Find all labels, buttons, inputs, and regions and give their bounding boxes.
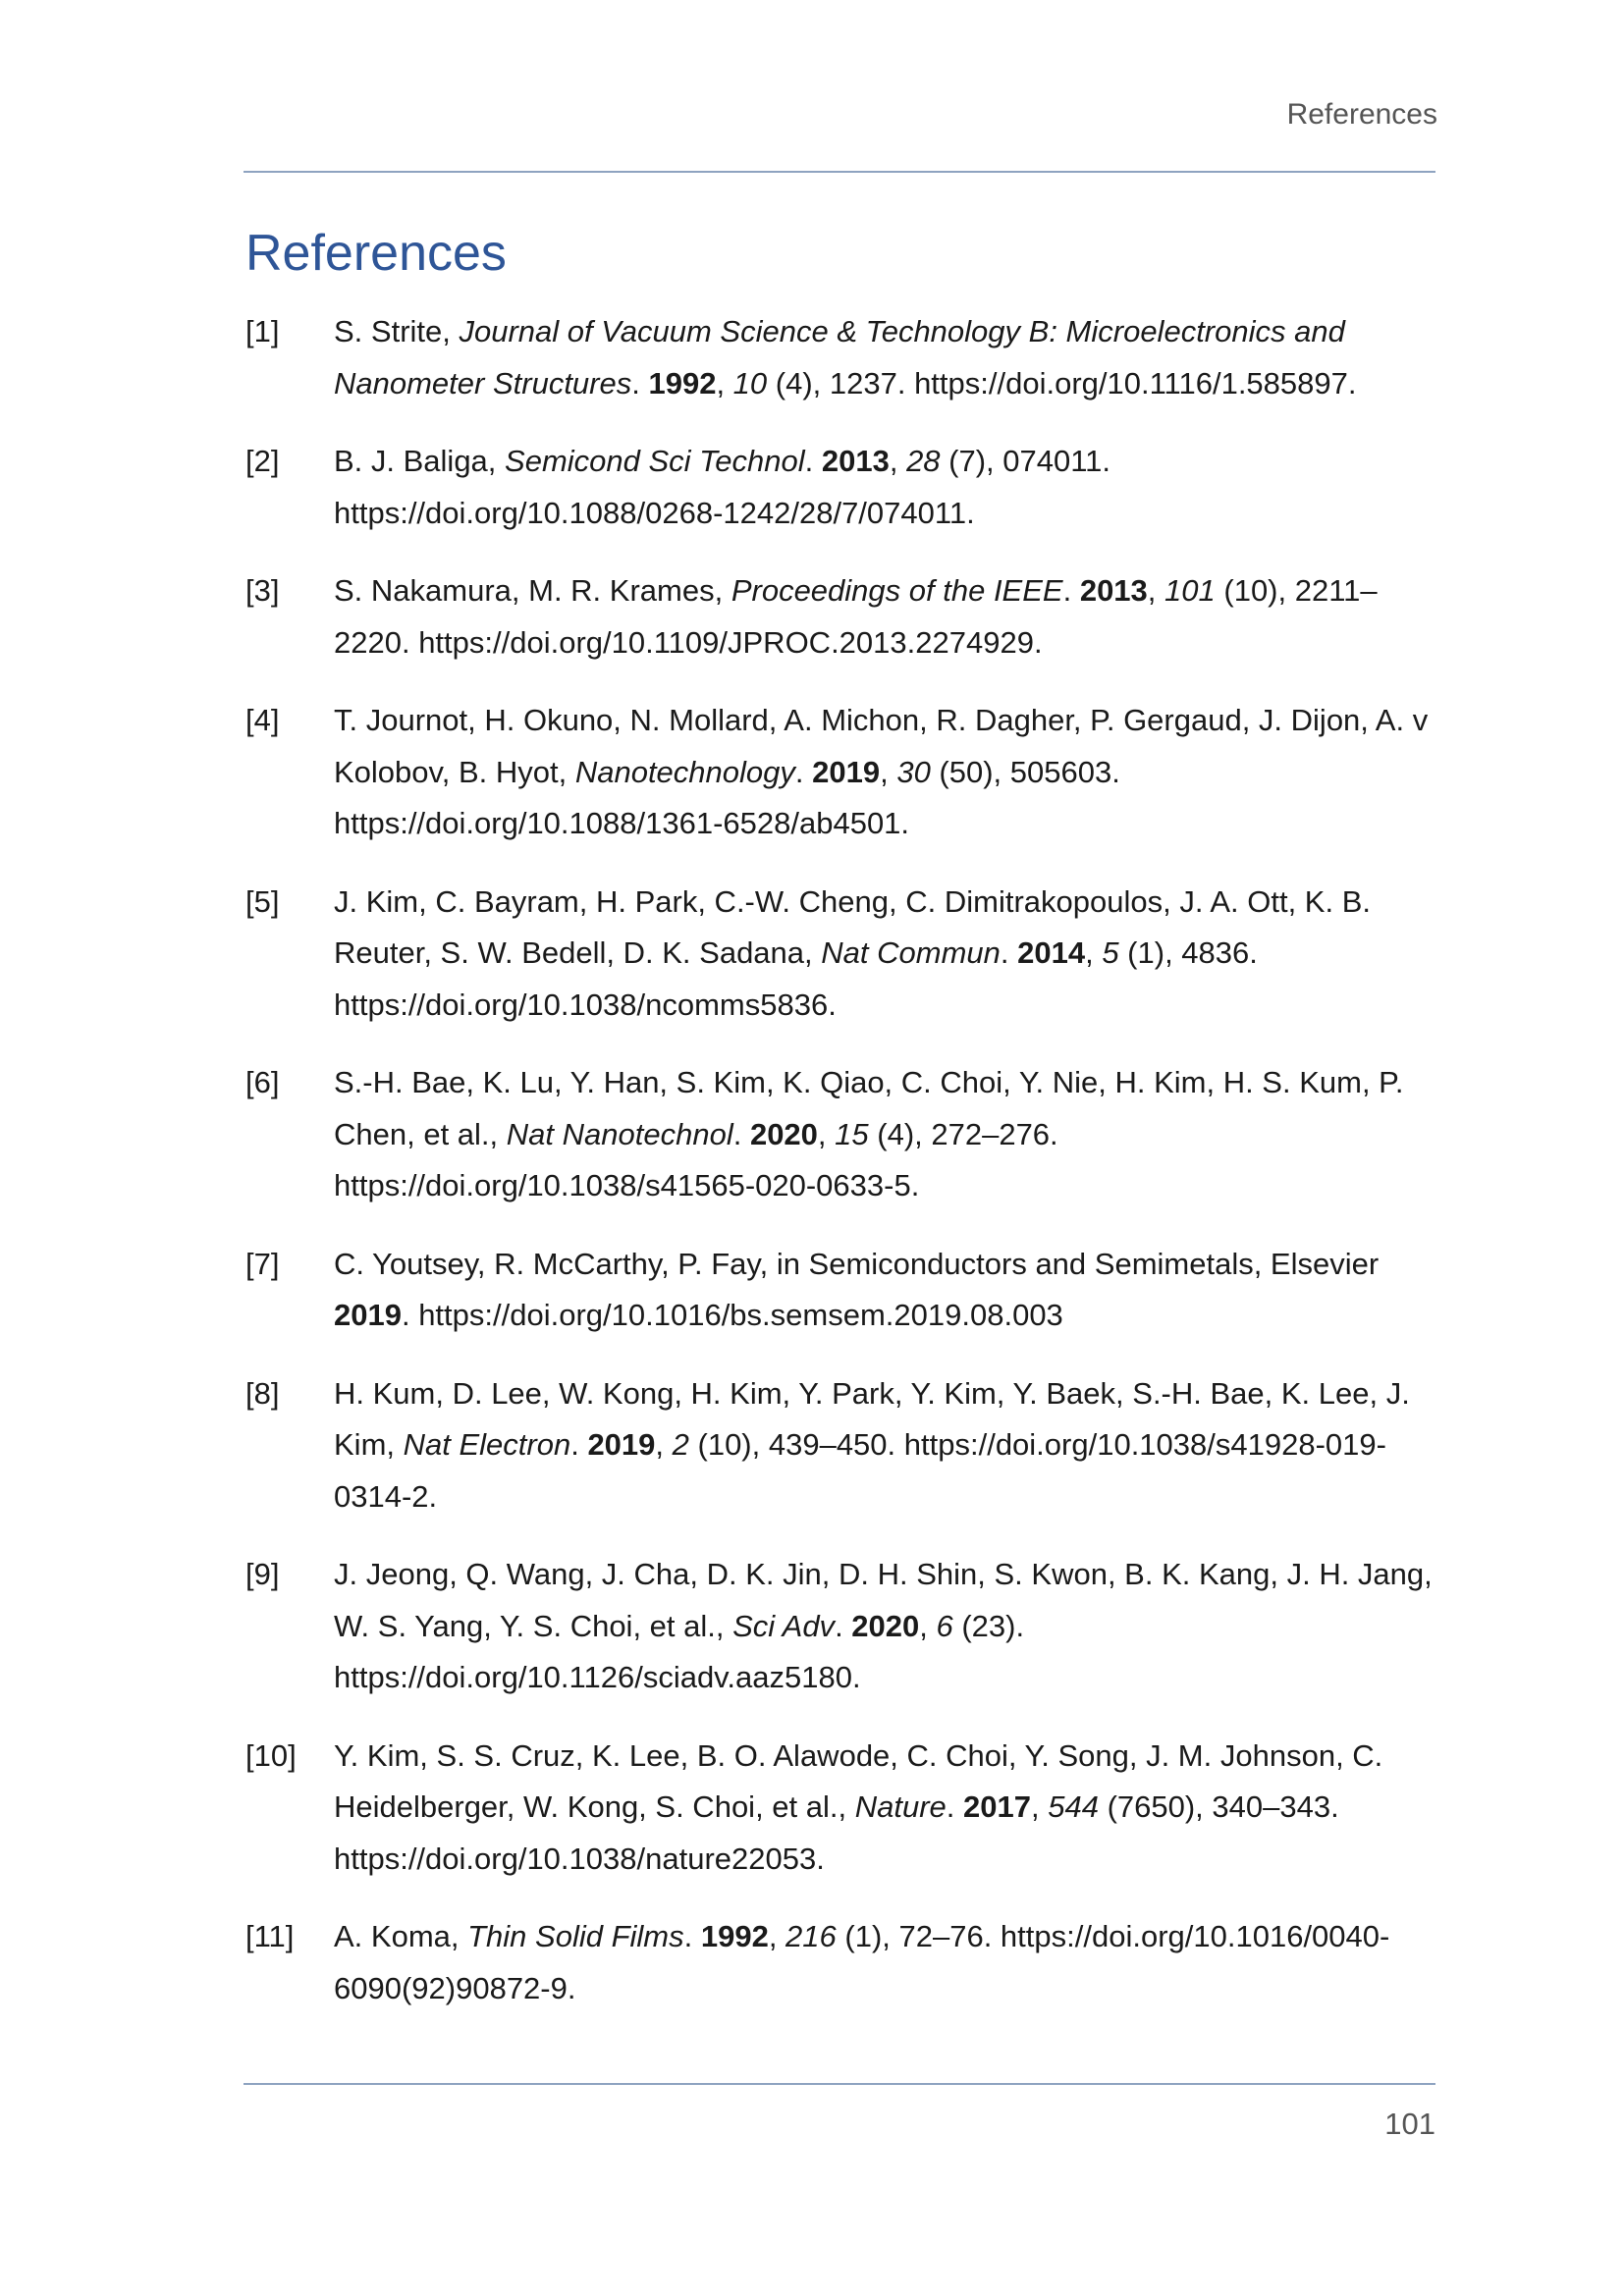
reference-year: 2014 — [1017, 935, 1086, 970]
reference-details: (23). https://doi.org/10.1126/sciadv.aaz5180. — [334, 1608, 1025, 1694]
reference-journal: Proceedings of the IEEE — [731, 573, 1063, 608]
reference-item — [245, 877, 1435, 1032]
reference-details: (7650), 340–343. https://doi.org/10.1038/nature22053. — [334, 1789, 1339, 1876]
reference-details: . https://doi.org/10.1016/bs.semsem.2019.08.003 — [401, 1298, 1063, 1332]
reference-item — [245, 1731, 1435, 1886]
reference-year: 2019 — [587, 1427, 656, 1462]
reference-text: J. Kim, C. Bayram, H. Park, C.-W. Cheng, C. Dimitrakopoulos, J. A. Ott, K. B. Reuter, S. W. Bedell, D. K. Sadana, Nat Commun. 2014, 5 (1), 4836. https://doi.org/10.1038/ncomms5836. — [334, 883, 1371, 1022]
reference-volume: 6 — [936, 1608, 953, 1643]
reference-year: 1992 — [700, 1919, 769, 1953]
reference-label: [4] — [245, 703, 280, 737]
reference-authors: Y. Kim, S. S. Cruz, K. Lee, B. O. Alawode, C. Choi, Y. Song, J. M. Johnson, C. Heidelberger, W. Kong, S. Choi, et al., — [334, 1737, 1383, 1824]
reference-year: 2017 — [963, 1789, 1031, 1824]
header-divider — [244, 171, 1435, 173]
reference-journal: Nanotechnology — [574, 754, 795, 789]
reference-details: (10), 439–450. https://doi.org/10.1038/s41928-019-0314-2. — [334, 1427, 1386, 1514]
reference-item — [245, 1368, 1435, 1523]
reference-label: [10] — [245, 1737, 297, 1773]
reference-volume: 30 — [896, 754, 931, 789]
page-number: 101 — [1384, 2107, 1435, 2141]
reference-item — [245, 436, 1435, 539]
reference-journal: Nature — [854, 1789, 947, 1824]
reference-label: [5] — [245, 883, 280, 919]
reference-year: 2019 — [334, 1298, 402, 1332]
reference-label: [7] — [245, 1246, 280, 1281]
reference-volume: 5 — [1102, 935, 1119, 970]
reference-text: J. Jeong, Q. Wang, J. Cha, D. K. Jin, D. H. Shin, S. Kwon, B. K. Kang, J. H. Jang, W. S. Yang, Y. S. Choi, et al., Sci Adv. 2020, 6 (23). https://doi.org/10.1126/sciadv.aaz5180. — [334, 1557, 1433, 1694]
reference-year: 2020 — [851, 1608, 920, 1643]
reference-label: [9] — [245, 1557, 280, 1591]
reference-item — [245, 1057, 1435, 1212]
reference-label: [1] — [245, 314, 280, 348]
reference-details: (1), 4836. https://doi.org/10.1038/ncomms5836. — [334, 935, 1258, 1022]
reference-journal: Nat Electron — [403, 1427, 571, 1462]
reference-text: Y. Kim, S. S. Cruz, K. Lee, B. O. Alawode, C. Choi, Y. Song, J. M. Johnson, C. Heidelberger, W. Kong, S. Choi, et al., Nature. 2017, 544 (7650), 340–343. https://doi.org/10.1038/nature22053. — [334, 1737, 1383, 1876]
reference-details: (7), 074011. https://doi.org/10.1088/0268-1242/28/7/074011. — [334, 444, 1111, 530]
reference-authors: J. Kim, C. Bayram, H. Park, C.-W. Cheng, C. Dimitrakopoulos, J. A. Ott, K. B. Reuter, S. W. Bedell, D. K. Sadana, — [334, 883, 1371, 970]
reference-label: [2] — [245, 444, 280, 478]
reference-item — [245, 1911, 1435, 2014]
reference-text: T. Journot, H. Okuno, N. Mollard, A. Michon, R. Dagher, P. Gergaud, J. Dijon, A. v Kolobov, B. Hyot, Nanotechnology. 2019, 30 (50), 505603. https://doi.org/10.1088/1361-6528/ab4501. — [334, 703, 1429, 840]
reference-volume: 28 — [906, 444, 941, 478]
reference-volume: 544 — [1048, 1789, 1099, 1824]
reference-year: 2013 — [1079, 573, 1148, 608]
reference-details: (1), 72–76. https://doi.org/10.1016/0040-6090(92)90872-9. — [334, 1919, 1390, 2005]
reference-label: [8] — [245, 1375, 280, 1411]
reference-journal: Sci Adv — [732, 1608, 836, 1643]
reference-label: [3] — [245, 573, 280, 608]
page-title: References — [245, 225, 507, 282]
reference-journal: Nat Nanotechnol — [506, 1116, 733, 1151]
reference-authors: H. Kum, D. Lee, W. Kong, H. Kim, Y. Park, Y. Kim, Y. Baek, S.-H. Bae, K. Lee, J. Kim, — [334, 1375, 1410, 1462]
reference-year: 2019 — [812, 754, 881, 789]
reference-journal: Journal of Vacuum Science & Technology B: Microelectronics and Nanometer Structures — [334, 314, 1345, 400]
reference-item — [245, 565, 1435, 668]
reference-text — [334, 1239, 1435, 1342]
reference-authors: J. Jeong, Q. Wang, J. Cha, D. K. Jin, D. H. Shin, S. Kwon, B. K. Kang, J. H. Jang, W. S. Yang, Y. S. Choi, et al., — [334, 1557, 1433, 1643]
reference-volume: 2 — [672, 1427, 689, 1462]
reference-item — [245, 306, 1435, 409]
reference-text: S. Nakamura, M. R. Krames, Proceedings of the IEEE. 2013, 101 (10), 2211–2220. https://doi.org/10.1109/JPROC.2013.2274929. — [334, 573, 1378, 660]
reference-text: A. Koma, Thin Solid Films. 1992, 216 (1), 72–76. https://doi.org/10.1016/0040-6090(92)90872-9. — [334, 1919, 1390, 2005]
reference-details: (50), 505603. https://doi.org/10.1088/1361-6528/ab4501. — [334, 754, 1120, 840]
reference-authors: S. Strite, — [334, 314, 460, 348]
reference-volume: 15 — [835, 1116, 869, 1151]
reference-authors: S. Nakamura, M. R. Krames, — [334, 573, 731, 608]
reference-authors: S.-H. Bae, K. Lu, Y. Han, S. Kim, K. Qiao, C. Choi, Y. Nie, H. Kim, H. S. Kum, P. Chen, et al., — [334, 1065, 1404, 1151]
reference-details: (4), 272–276. https://doi.org/10.1038/s41565-020-0633-5. — [334, 1116, 1058, 1202]
reference-details: (4), 1237. https://doi.org/10.1116/1.585897. — [767, 365, 1357, 400]
footer-divider — [244, 2083, 1435, 2085]
reference-journal: Thin Solid Films — [467, 1919, 684, 1953]
reference-volume: 101 — [1164, 573, 1216, 608]
reference-details: (10), 2211–2220. https://doi.org/10.1109/JPROC.2013.2274929. — [334, 573, 1378, 660]
reference-journal: Semicond Sci Technol — [505, 444, 805, 478]
reference-label: [6] — [245, 1065, 280, 1099]
reference-label: [11] — [245, 1919, 295, 1953]
reference-authors: T. Journot, H. Okuno, N. Mollard, A. Michon, R. Dagher, P. Gergaud, J. Dijon, A. v Kolobov, B. Hyot, — [334, 703, 1429, 789]
running-header: References — [1286, 98, 1437, 131]
reference-authors: C. Youtsey, R. McCarthy, P. Fay, in Semiconductors and Semimetals, Elsevier — [334, 1246, 1380, 1281]
reference-journal: Nat Commun — [821, 935, 1001, 970]
reference-year: 1992 — [648, 365, 717, 400]
reference-list — [245, 306, 1435, 2014]
reference-text: H. Kum, D. Lee, W. Kong, H. Kim, Y. Park, Y. Kim, Y. Baek, S.-H. Bae, K. Lee, J. Kim, Nat Electron. 2019, 2 (10), 439–450. https://doi.org/10.1038/s41928-019-0314-2. — [334, 1375, 1410, 1514]
reference-item — [245, 695, 1435, 850]
reference-text: B. J. Baliga, Semicond Sci Technol. 2013, 28 (7), 074011. https://doi.org/10.1088/0268-1242/28/7/074011. — [334, 444, 1111, 530]
reference-year: 2013 — [821, 444, 890, 478]
reference-volume: 216 — [785, 1919, 837, 1953]
reference-authors: A. Koma, — [334, 1919, 468, 1953]
reference-item — [245, 1549, 1435, 1704]
reference-year: 2020 — [749, 1116, 818, 1151]
reference-text: S.-H. Bae, K. Lu, Y. Han, S. Kim, K. Qiao, C. Choi, Y. Nie, H. Kim, H. S. Kum, P. Chen, et al., Nat Nanotechnol. 2020, 15 (4), 272–276. https://doi.org/10.1038/s41565-020-0633-5. — [334, 1065, 1404, 1202]
reference-volume: 10 — [732, 365, 768, 400]
reference-text: S. Strite, Journal of Vacuum Science & Technology B: Microelectronics and Nanometer Structures. 1992, 10 (4), 1237. https://doi.org/10.1116/1.585897. — [334, 314, 1357, 400]
reference-authors: B. J. Baliga, — [334, 444, 506, 478]
reference-item — [245, 1239, 1435, 1342]
